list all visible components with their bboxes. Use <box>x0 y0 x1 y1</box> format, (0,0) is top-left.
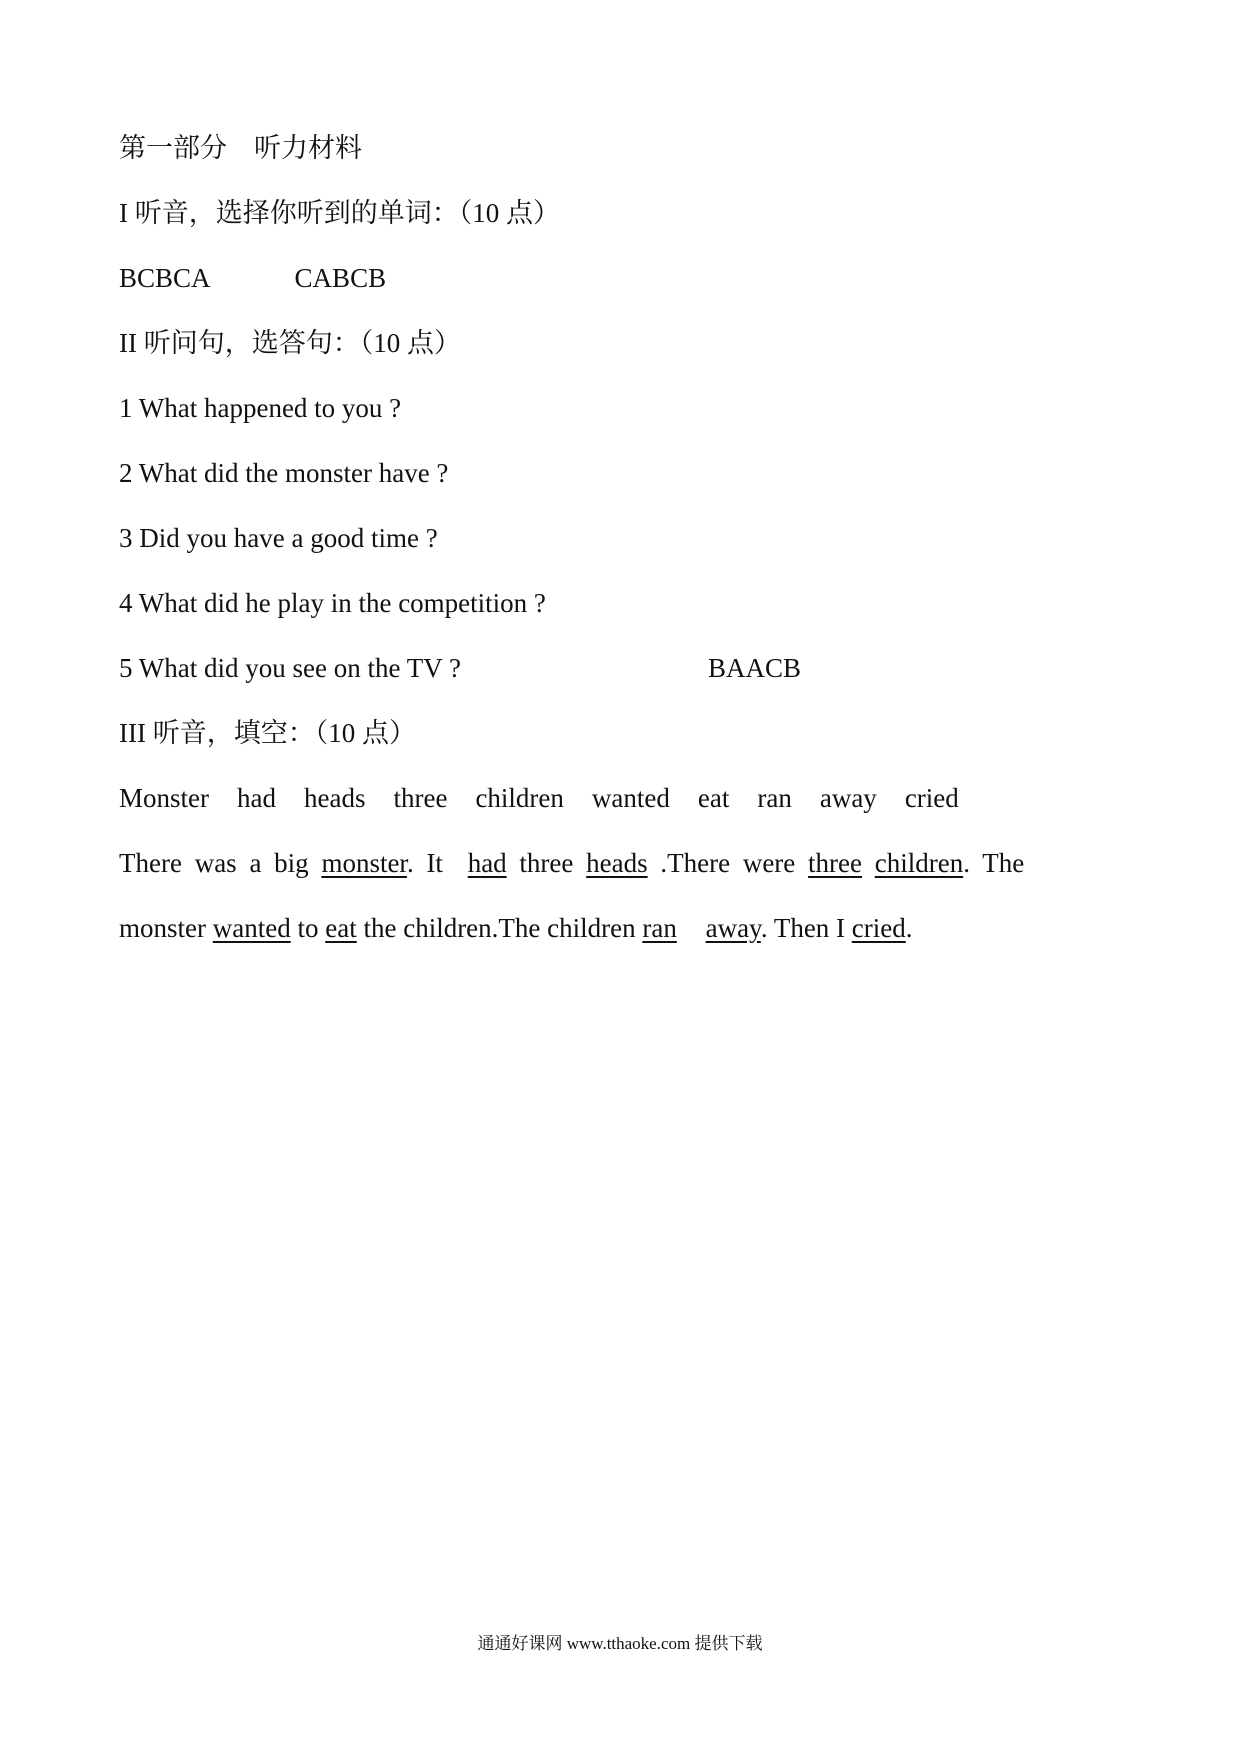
question-4: 4 What did he play in the competition ? <box>119 588 546 618</box>
answer-group-2: CABCB <box>294 263 387 293</box>
word-bank-item: away <box>819 783 877 813</box>
passage-text <box>862 848 875 878</box>
word-bank-item: Monster <box>119 783 209 813</box>
section2-answers: BAACB <box>708 653 802 683</box>
passage-blank: cried <box>851 913 906 943</box>
footer: 通通好课网 www.tthaoke.com 提供下载 <box>477 1634 763 1653</box>
passage-text: to <box>290 913 326 943</box>
passage-blank: ran <box>642 913 677 943</box>
word-bank-item: had <box>237 783 276 813</box>
passage-line-1 <box>119 846 1024 880</box>
word-bank-item: wanted <box>591 783 670 813</box>
question-3: 3 Did you have a good time ? <box>119 523 438 553</box>
passage-blank: children <box>874 848 964 878</box>
passage-blank: heads <box>586 848 648 878</box>
word-bank <box>119 781 959 815</box>
passage-text: . It <box>406 848 456 878</box>
passage-text: .There were <box>647 848 809 878</box>
passage-blank: wanted <box>212 913 291 943</box>
word-bank-item: ran <box>757 783 792 813</box>
word-bank-item: cried <box>904 783 959 813</box>
passage-text: three <box>506 848 587 878</box>
question-5: 5 What did you see on the TV ? <box>119 653 461 683</box>
passage-text: There was a big <box>119 848 322 878</box>
section2-heading: II 听问句，选答句：（10 点） <box>119 328 461 358</box>
question-2: 2 What did the monster have ? <box>119 458 449 488</box>
passage-text: monster <box>119 913 213 943</box>
word-bank-item: children <box>475 783 564 813</box>
passage-blank: away <box>705 913 761 943</box>
passage-text: . <box>905 913 913 943</box>
passage-blank: eat <box>325 913 357 943</box>
question-1: 1 What happened to you ? <box>119 393 402 423</box>
passage-text: . The <box>963 848 1025 878</box>
section1-answers <box>119 261 386 295</box>
part-title: 第一部分 听力材料 <box>119 133 362 163</box>
section1-heading: I 听音，选择你听到的单词：（10 点） <box>119 198 560 228</box>
section3-heading: III 听音，填空：（10 点） <box>119 718 416 748</box>
passage-blank: monster <box>321 848 407 878</box>
word-bank-item: three <box>393 783 448 813</box>
word-bank-item: heads <box>303 783 366 813</box>
passage-text: . Then I <box>760 913 852 943</box>
passage-blank: three <box>808 848 863 878</box>
answer-group-1: BCBCA <box>119 263 211 293</box>
passage-line-2 <box>119 911 913 945</box>
word-bank-item: eat <box>697 783 730 813</box>
passage-blank: had <box>467 848 507 878</box>
passage-text <box>699 913 706 943</box>
passage-text: the children.The children <box>356 913 643 943</box>
